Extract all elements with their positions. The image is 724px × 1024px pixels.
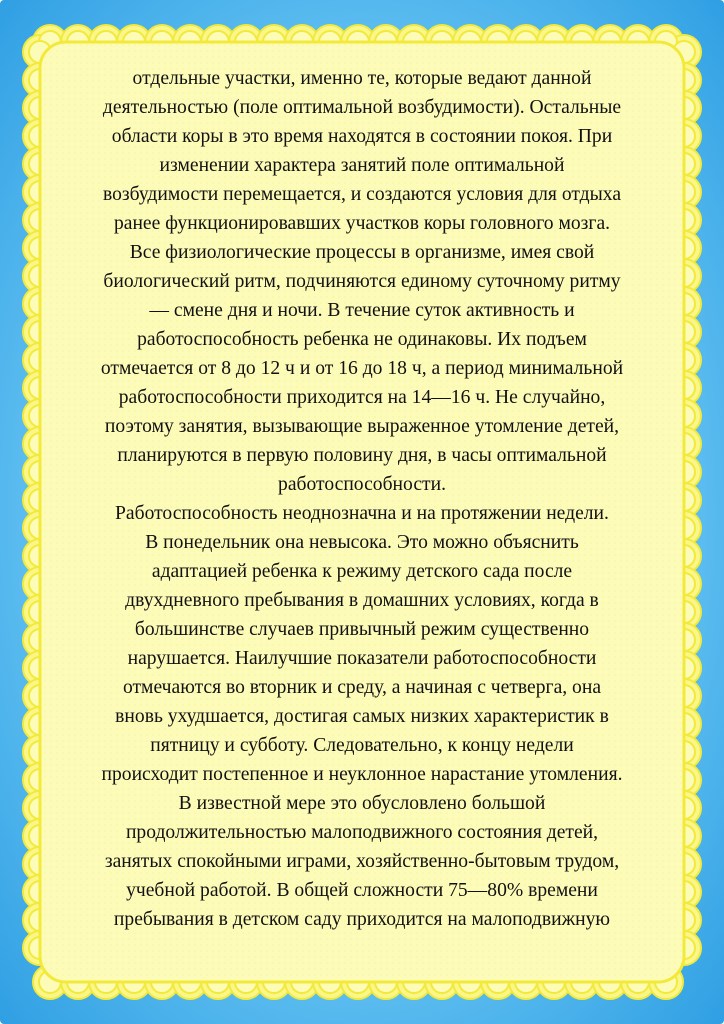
- text-line: области коры в это время находятся в состоянии покоя. При: [111, 126, 613, 147]
- text-line: В известной мере это обусловлено большой: [178, 793, 546, 814]
- text-line: происходит постепенное и неуклонное нарастание утомления.: [101, 764, 623, 785]
- text-line: ранее функционировавших участков коры головного мозга.: [113, 213, 611, 234]
- body-text: [62, 64, 662, 934]
- text-line: Все физиологические процессы в организме, имея свой: [129, 242, 595, 263]
- text-line: возбудимости перемещается, и создаются условия для отдыха: [102, 184, 622, 205]
- text-line: занятых спокойными играми, хозяйственно-бытовым трудом,: [104, 851, 620, 872]
- text-line: большинстве случаев привычный режим существенно: [134, 619, 590, 640]
- text-line: изменении характера занятий поле оптимальной: [159, 155, 565, 176]
- text-line: двухдневного пребывания в домашних условиях, когда в: [125, 590, 599, 611]
- text-line: отдельные участки, именно те, которые ведают данной: [132, 68, 592, 89]
- text-line: продолжительностью малоподвижного состояния детей,: [125, 822, 599, 843]
- text-line: нарушается. Наилучшие показатели работоспособности: [127, 648, 597, 669]
- text-line: поэтому занятия, вызывающие выраженное утомление детей,: [104, 416, 620, 437]
- text-line: биологический ритм, подчиняются единому суточному ритму: [103, 271, 621, 292]
- text-line: отмечаются во вторник и среду, а начиная с четверга, она: [122, 677, 602, 698]
- text-line: работоспособности приходится на 14—16 ч. Не случайно,: [118, 387, 606, 408]
- text-line: Работоспособность неоднозначна и на протяжении недели.: [115, 503, 609, 524]
- text-line: учебной работой. В общей сложности 75—80% времени: [126, 880, 598, 901]
- text-line: работоспособность ребенка не одинаковы. Их подъем: [137, 329, 587, 350]
- text-line: пребывания в детском саду приходится на малоподвижную: [113, 909, 611, 930]
- text-line: работоспособности.: [278, 474, 446, 495]
- text-line: отмечается от 8 до 12 ч и от 16 до 18 ч, а период минимальной: [100, 358, 624, 379]
- text-line: В понедельник она невысока. Это можно объяснить: [145, 532, 579, 553]
- text-line: пятницу и субботу. Следовательно, к концу недели: [150, 735, 574, 756]
- text-line: вновь ухудшается, достигая самых низких характеристик в: [115, 706, 609, 727]
- text-line: планируются в первую половину дня, в часы оптимальной: [117, 445, 607, 466]
- text-line: — смене дня и ночи. В течение суток активность и: [149, 300, 575, 321]
- text-line: адаптацией ребенка к режиму детского сада после: [151, 561, 573, 582]
- text-line: деятельностью (поле оптимальной возбудимости). Остальные: [102, 97, 622, 118]
